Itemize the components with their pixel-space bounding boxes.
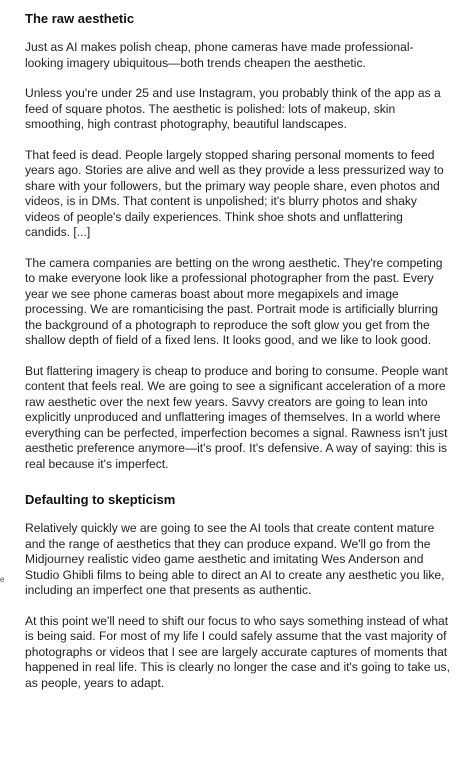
paragraph: Just as AI makes polish cheap, phone cameras have made professional-looking imagery ubiquitous—both trends cheapen the aesthetic. xyxy=(25,40,414,70)
paragraph: Relatively quickly we are going to see the AI tools that create content mature and the range of aesthetics that they can produce expand. We'll go from the Midjourney realistic video game aesthetic and imitating Wes Anderson and Studio Ghibli films to being able to direct an AI to create any aesthetic you like, including an imperfect one that presents as authentic. xyxy=(25,521,445,597)
paragraph: The camera companies are betting on the wrong aesthetic. They're competing to make everyone look like a professional photographer from the past. Every year we see phone cameras boast about more megapixels and image processing. We are romanticising the past. Portrait mode is artificially blurring the background of a photograph to reproduce the soft glow you get from the shallow depth of field of a fixed lens. It looks good, and we like to look good. xyxy=(25,255,443,347)
left-edge-text-fragment: e xyxy=(0,575,5,584)
section-heading-defaulting-to-skepticism: Defaulting to skepticism xyxy=(25,492,176,507)
section-heading-raw-aesthetic: The raw aesthetic xyxy=(25,11,135,26)
article xyxy=(25,8,451,691)
paragraph: But flattering imagery is cheap to produce and boring to consume. People want content that feels real. We are going to see a significant acceleration of a more raw aesthetic over the next few years. Savvy creators are going to lean into explicitly unproduced and unflattering images of themselves. In a world where everything can be perfected, imperfection becomes a signal. Rawness isn't just aesthetic preference anymore—it's proof. It's defensive. A way of saying: this is real because it's imperfect. xyxy=(25,363,448,471)
paragraph: At this point we'll need to shift our focus to who says something instead of what is being said. For most of my life I could safely assume that the vast majority of photographs or videos that I see are largely accurate captures of moments that happened in real life. This is clearly no longer the case and it's going to take us, as people, years to adapt. xyxy=(25,613,450,690)
paragraph: That feed is dead. People largely stopped sharing personal moments to feed years ago. Stories are alive and well as they provide a less pressurized way to share with your followers, but the primary way people share, even photos and videos, is in DMs. That content is unpolished; it's blurry photos and shaky videos of people's daily experiences. Think shoe shots and unflattering candids. [...] xyxy=(25,147,444,239)
paragraph: Unless you're under 25 and use Instagram, you probably think of the app as a feed of square photos. The aesthetic is polished: lots of makeup, skin smoothing, high contrast photography, beautiful landscapes. xyxy=(25,86,441,131)
